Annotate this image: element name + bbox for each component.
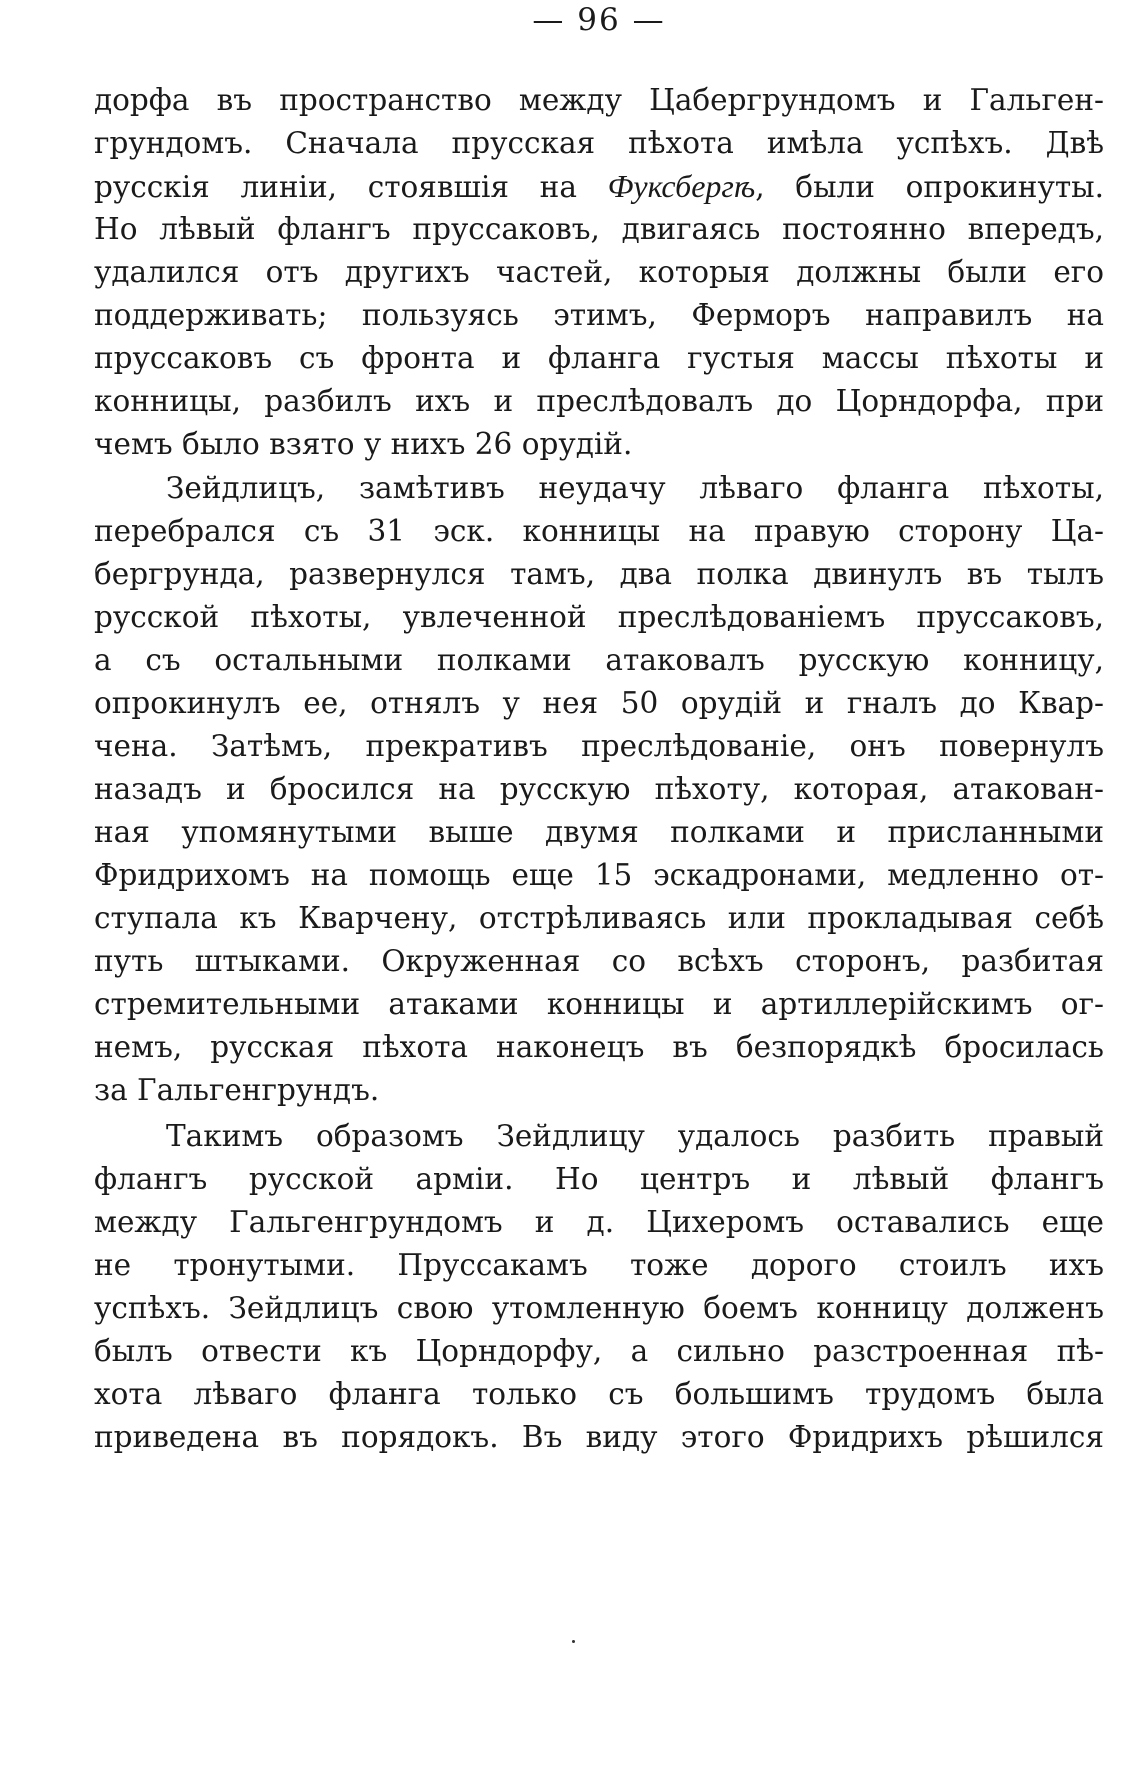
text-line: за Гальгенгрундъ. — [94, 1073, 380, 1107]
text-line: успѣхъ. Зейдлицъ свою утомленную боемъ конницу долженъ — [94, 1291, 1104, 1325]
print-speck — [572, 1640, 575, 1643]
text-line: чена. Затѣмъ, прекративъ преслѣдованіе, онъ повернулъ — [94, 729, 1104, 763]
text-line: чемъ было взято у нихъ 26 орудій. — [94, 427, 633, 461]
text-line: ная упомянутыми выше двумя полками и присланными — [94, 815, 1104, 849]
text-line: немъ, русская пѣхота наконецъ въ безпорядкѣ бросилась — [94, 1030, 1104, 1064]
text-line: былъ отвести къ Цорндорфу, а сильно разстроенная пѣ- — [94, 1334, 1104, 1368]
text-run: , были опрокинуты. — [755, 170, 1104, 204]
text-line: удалился отъ другихъ частей, которыя должны были его — [94, 255, 1104, 289]
text-line: назадъ и бросился на русскую пѣхоту, которая, атакован- — [94, 772, 1104, 806]
text-line: Но лѣвый флангъ пруссаковъ, двигаясь постоянно впередъ, — [94, 212, 1104, 246]
text-line: опрокинулъ ее, отнялъ у нея 50 орудій и гналъ до Квар- — [94, 686, 1104, 720]
text-line: Фридрихомъ на помощь еще 15 эскадронами, медленно от- — [94, 858, 1104, 892]
place-name-italic: Фуксбергѣ — [607, 168, 756, 204]
page-number: — 96 — — [532, 2, 666, 38]
text-line: русской пѣхоты, увлеченной преслѣдованіемъ пруссаковъ, — [94, 600, 1104, 634]
text-line: пруссаковъ съ фронта и фланга густыя массы пѣхоты и — [94, 341, 1104, 375]
text-line: хота лѣваго фланга только съ большимъ трудомъ была — [94, 1377, 1104, 1411]
text-line: стремительными атаками конницы и артиллерійскимъ ог- — [94, 987, 1104, 1021]
text-line: приведена въ порядокъ. Въ виду этого Фридрихъ рѣшился — [94, 1420, 1104, 1454]
text-run: русскія линіи, стоявшія на — [94, 170, 608, 204]
text-line: ступала къ Кварчену, отстрѣливаясь или прокладывая себѣ — [94, 901, 1104, 935]
text-line: бергрунда, развернулся тамъ, два полка двинулъ въ тылъ — [94, 557, 1104, 591]
text-line: дорфа въ пространство между Цабергрундомъ и Гальген- — [94, 83, 1104, 117]
text-line: а съ остальными полками атаковалъ русскую конницу, — [94, 643, 1104, 677]
text-line: не тронутыми. Пруссакамъ тоже дорого стоилъ ихъ — [94, 1248, 1104, 1282]
text-line: флангъ русской арміи. Но центръ и лѣвый флангъ — [94, 1162, 1104, 1196]
text-line: между Гальгенгрундомъ и д. Цихеромъ оставались еще — [94, 1205, 1104, 1239]
book-page — [94, 0, 1104, 1777]
text-line: Такимъ образомъ Зейдлицу удалось разбить правый — [166, 1119, 1104, 1153]
text-line: грундомъ. Сначала прусская пѣхота имѣла успѣхъ. Двѣ — [94, 126, 1104, 160]
text-line: конницы, разбилъ ихъ и преслѣдовалъ до Цорндорфа, при — [94, 384, 1104, 418]
text-line: путь штыками. Окруженная со всѣхъ сторонъ, разбитая — [94, 944, 1104, 978]
text-line: перебрался съ 31 эск. конницы на правую сторону Ца- — [94, 514, 1104, 548]
text-line: Зейдлицъ, замѣтивъ неудачу лѣваго фланга пѣхоты, — [166, 471, 1104, 505]
text-line: поддерживать; пользуясь этимъ, Ферморъ направилъ на — [94, 298, 1104, 332]
text-line — [94, 166, 1104, 206]
